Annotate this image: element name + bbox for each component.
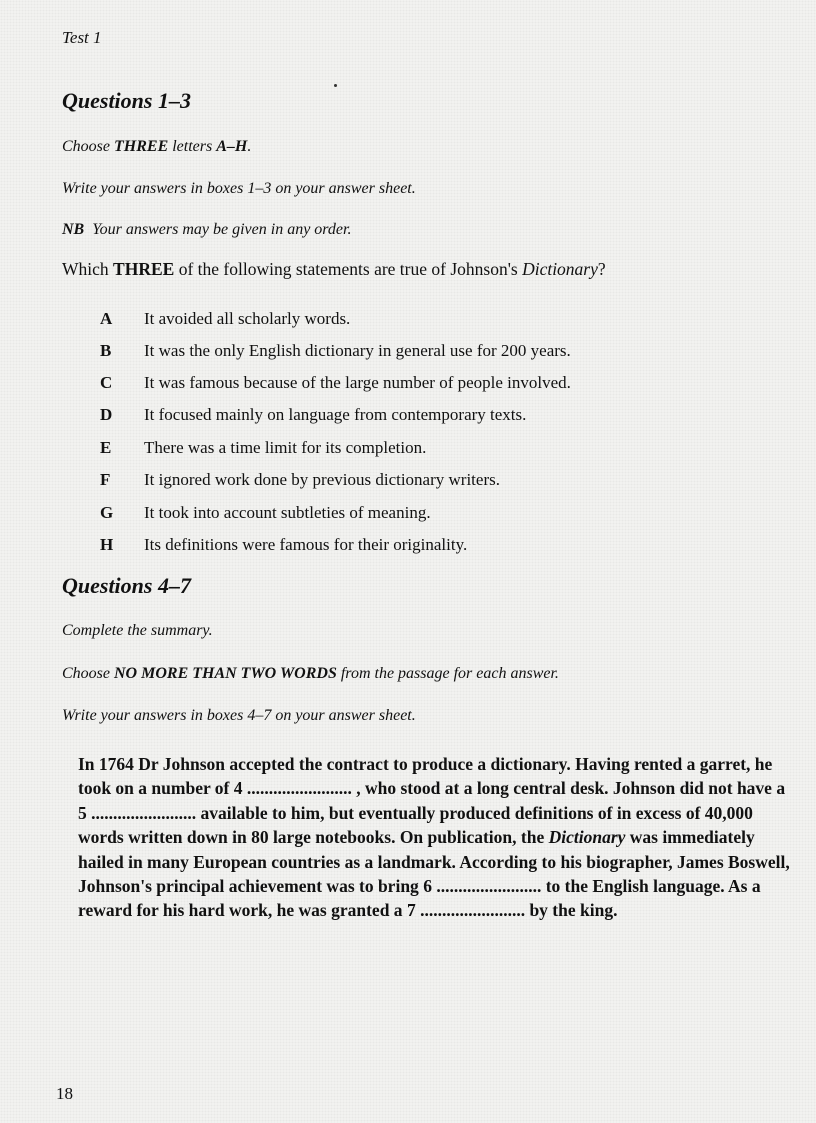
instruction-word-limit: Choose NO MORE THAN TWO WORDS from the passage for each answer.	[62, 665, 559, 682]
gap-number-5: 5	[78, 802, 87, 823]
option-d: D It focused mainly on language from contemporary texts.	[100, 405, 527, 424]
answer-gap-6: ........................	[431, 876, 546, 897]
option-c: C It was famous because of the large number of people involved.	[100, 373, 571, 392]
instruction-answer-boxes: Write your answers in boxes 1–3 on your answer sheet.	[62, 180, 416, 197]
option-h: H Its definitions were famous for their originality.	[100, 535, 468, 554]
scan-speck	[334, 84, 337, 87]
answer-gap-4: ........................	[242, 778, 357, 799]
option-b: B It was the only English dictionary in general use for 200 years.	[100, 341, 571, 360]
instruction-answer-boxes-4-7: Write your answers in boxes 4–7 on your answer sheet.	[62, 707, 416, 724]
gap-number-7: 7	[406, 900, 416, 921]
option-a: A It avoided all scholarly words.	[100, 309, 351, 328]
gap-number-6: 6	[423, 876, 432, 897]
questions-4-7-heading: Questions 4–7	[62, 573, 191, 598]
answer-gap-5: ........................	[86, 802, 201, 823]
instruction-choose-letters: Choose THREE letters A–H.	[62, 138, 252, 155]
instruction-nb: NB Your answers may be given in any order.	[62, 221, 352, 238]
option-e: E There was a time limit for its completion.	[100, 438, 427, 457]
page-number: 18	[56, 1084, 73, 1103]
instruction-complete-summary: Complete the summary.	[62, 622, 213, 639]
running-header: Test 1	[62, 28, 102, 47]
summary-paragraph: In 1764 Dr Johnson accepted the contract to produce a dictionary. Having rented a garret, he took on a number of 4 ........................ , who stood at a long central desk. Johnson did not have a 5 ........................ available to him, but eventually produced definitions of in excess of 40,000 words written down in 80 large notebooks. On publication, the Dictionary was immediately hailed in many European countries as a landmark. According to his biographer, James Boswell, Johnson's principal achievement was to bring 6 ........................ to the English language. As a reward for his hard work, he was granted a 7 ........................ by the king.	[78, 754, 790, 921]
option-g: G It took into account subtleties of meaning.	[100, 503, 431, 522]
option-f: F It ignored work done by previous dictionary writers.	[100, 470, 500, 489]
gap-number-4: 4	[233, 778, 243, 799]
question-prompt: Which THREE of the following statements are true of Johnson's Dictionary?	[62, 259, 606, 279]
questions-1-3-heading: Questions 1–3	[62, 88, 191, 113]
answer-gap-7: ........................	[415, 900, 530, 921]
